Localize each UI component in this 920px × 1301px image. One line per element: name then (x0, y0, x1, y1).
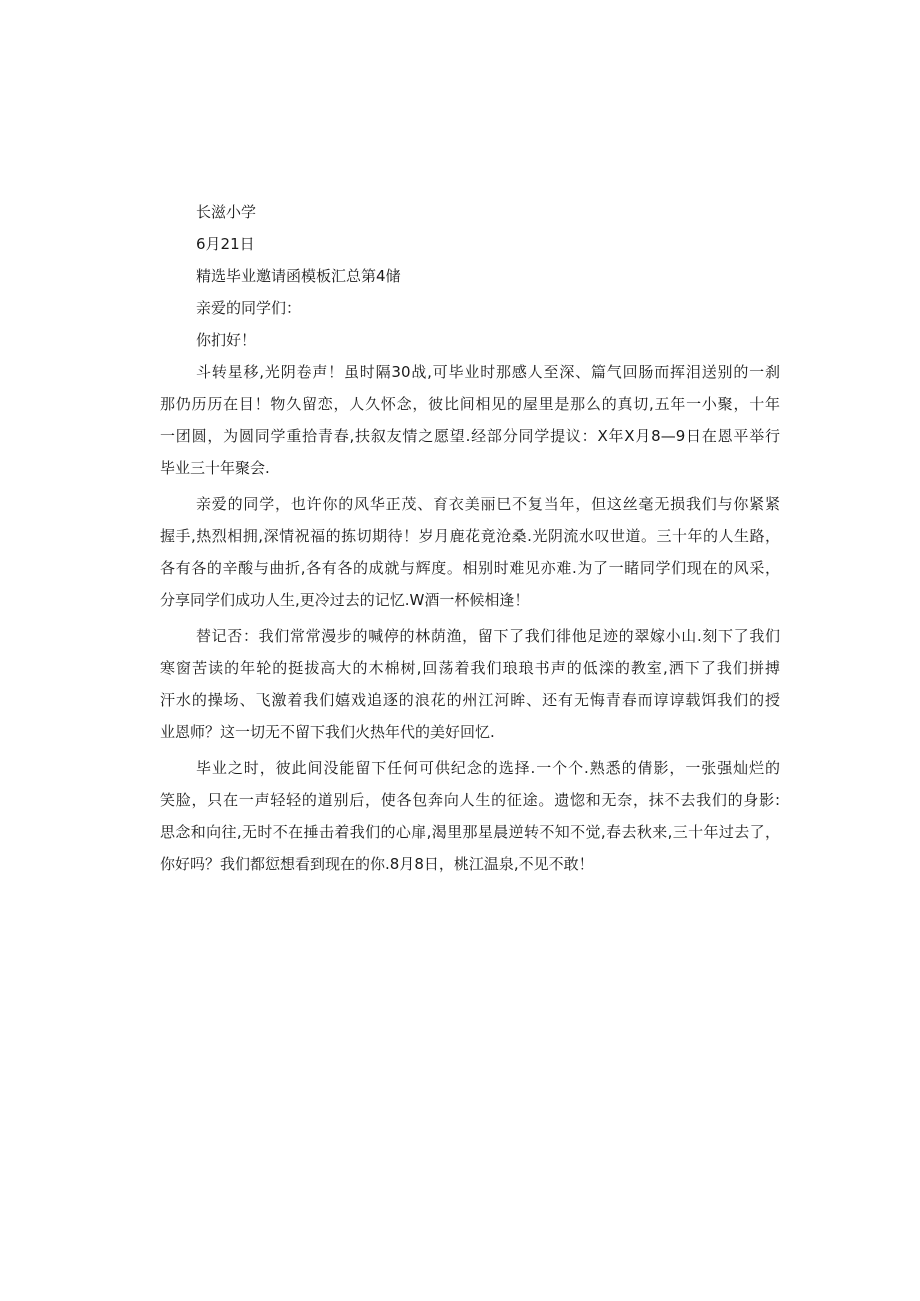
paragraph-line: 亲爱的同学，也许你的风华正茂、育衣美丽巳不复当年，但这丝毫无损我们与你紧紧 (196, 495, 780, 513)
paragraph-3 (160, 620, 780, 748)
section-heading: 精选毕业邀请函模板汇总第4储 (196, 267, 401, 285)
letter-body (160, 196, 780, 880)
paragraph-line: 替记否：我们常常漫步的喊停的林荫渔，留下了我们徘他足迹的翠嫁小山.刻下了我们 (196, 627, 780, 645)
paragraph-2 (160, 488, 780, 616)
paragraph-line: 分享同学们成功人生,更冷过去的记忆.W酒一杯候相逢！ (160, 591, 530, 609)
paragraph-line: 寒窗苦读的年轮的挺拔高大的木棉树,回荡着我们琅琅书声的低滦的教室,洒下了我们拼搏 (160, 659, 780, 677)
paragraph-4 (160, 752, 780, 880)
salutation: 亲爱的同学们： (196, 299, 302, 317)
paragraph-line: 斗转星移,光阴卷声！虽时隔30战,可毕业时那感人至深、篇气回肠而挥泪送别的一刹 (196, 363, 780, 381)
paragraph-line: 汗水的操场、飞激着我们嬉戏追逐的浪花的州江河眸、还有无悔青春而谆谆载饵我们的授 (160, 691, 780, 709)
greeting: 你扪好！ (196, 331, 257, 349)
paragraph-1 (160, 356, 780, 484)
letter-date: 6月21日 (196, 235, 255, 253)
paragraph-line: 握手,热烈相拥,深情祝福的拣切期待！岁月鹿花竟沧桑.光阴流水叹世道。三十年的人生路， (160, 527, 780, 545)
paragraph-line: 思念和向往,无时不在捶击着我们的心扉,渴里那星晨逆转不知不觉,春去秋来,三十年过去了， (160, 823, 780, 841)
paragraph-line: 你好吗？我们都愆想看到现在的你.8月8日，桃江温泉,不见不敢！ (160, 855, 594, 873)
paragraph-line: 毕业之时，彼此间没能留下任何可供纪念的选择.一个个.熟悉的倩影，一张强灿烂的 (196, 759, 780, 777)
paragraph-line: 笑脸，只在一声轻轻的道别后，使各包奔向人生的征途。遗惚和无奈，抹不去我们的身影: (160, 791, 780, 809)
paragraph-line: 一团圆，为圆同学重拾青春,扶叙友情之愿望.经部分同学提议：X年X月8—9日在恩平举行 (160, 427, 780, 445)
school-name: 长滋小学 (196, 203, 257, 221)
paragraph-line: 毕业三十年聚会. (160, 459, 270, 477)
paragraph-line: 各有各的辛酸与曲折,各有各的成就与辉度。相别时难见亦难.为了一睹同学们现在的风采， (160, 559, 780, 577)
paragraph-line: 业恩师？这一切无不留下我们火热年代的美好回忆. (160, 723, 495, 741)
paragraph-line: 那仍历历在目！物久留恋，人久怀念，彼比间相见的屋里是那么的真切,五年一小聚，十年 (160, 395, 780, 413)
